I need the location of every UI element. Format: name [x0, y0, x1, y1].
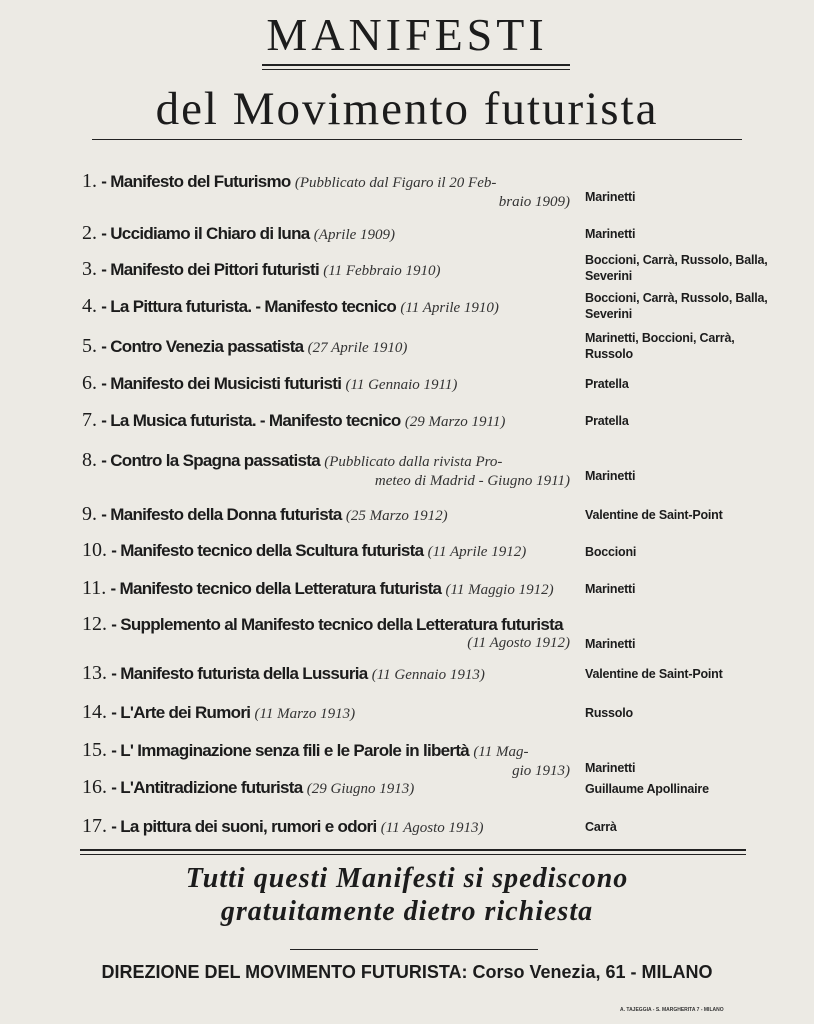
entry-date-note: (11 Gennaio 1911) [345, 377, 458, 393]
footer-address: DIREZIONE DEL MOVIMENTO FUTURISTA: Corso Venezia, 61 - MILANO [101, 962, 713, 982]
entry-date-note: (11 Aprile 1912) [427, 544, 527, 560]
manifesto-entry [82, 815, 570, 837]
entry-author: Boccioni, Carrà, Russolo, Balla, Severini [585, 253, 768, 283]
entry-date-note-continued: braio 1909) [498, 194, 570, 210]
entry-number: 13. [82, 662, 107, 684]
entry-title: - Supplemento al Manifesto tecnico della Letteratura futurista [111, 615, 563, 634]
manifesto-entry [82, 295, 570, 317]
manifesto-entry [82, 258, 570, 280]
entry-date-note: (Pubblicato dalla rivista Pro- [324, 454, 503, 470]
entry-title: - Contro la Spagna passatista [101, 451, 320, 470]
entry-date-note: (Aprile 1909) [313, 227, 396, 243]
entry-number: 15. [82, 739, 107, 761]
entry-date-note: (27 Aprile 1910) [307, 340, 408, 356]
entry-author: Marinetti [585, 227, 636, 241]
entry-title: - L'Arte dei Rumori [111, 703, 251, 722]
entry-author: Valentine de Saint-Point [585, 508, 723, 522]
entry-number: 5. [82, 335, 97, 357]
list-rule-top [80, 849, 746, 851]
entry-number: 9. [82, 503, 97, 525]
entry-date-note: (11 Febbraio 1910) [323, 263, 441, 279]
entry-author: Boccioni [585, 545, 637, 559]
entry-title: - Manifesto futurista della Lussuria [111, 664, 368, 683]
entry-date-note: (11 Marzo 1913) [254, 706, 356, 722]
manifesto-entry [82, 739, 570, 780]
entry-number: 17. [82, 815, 107, 837]
entry-title: - Manifesto dei Pittori futuristi [101, 260, 319, 279]
entry-number: 1. [82, 170, 97, 192]
entry-date-note: (11 Maggio 1912) [445, 582, 554, 598]
entry-author: Marinetti [585, 637, 636, 651]
entry-author: Valentine de Saint-Point [585, 667, 723, 681]
entry-title: - Manifesto dei Musicisti futuristi [101, 374, 342, 393]
entry-title: - Contro Venezia passatista [101, 337, 304, 356]
entry-title: - La Musica futurista. - Manifesto tecnico [101, 411, 401, 430]
manifesto-entry [82, 577, 570, 599]
entry-author: Marinetti [585, 190, 636, 204]
manifesto-entry [82, 539, 570, 561]
manifesto-entry [82, 613, 570, 652]
entry-author: Marinetti [585, 761, 636, 775]
entry-author: Guillaume Apollinaire [585, 782, 709, 796]
manifesto-entry [82, 170, 570, 211]
entry-date-note-continued: meteo di Madrid - Giugno 1911) [374, 473, 570, 489]
manifesto-entry [82, 409, 570, 431]
manifesto-entry [82, 662, 570, 684]
entry-title: - Manifesto tecnico della Scultura futurista [111, 541, 424, 560]
entry-date-note: (29 Marzo 1911) [404, 414, 506, 430]
manifesto-entry [82, 701, 570, 723]
closing-line-1: Tutti questi Manifesti si spediscono [185, 863, 629, 894]
entry-date-note: (11 Aprile 1910) [400, 300, 499, 316]
entry-author: Boccioni, Carrà, Russolo, Balla, Severini [585, 291, 768, 321]
entry-number: 12. [82, 613, 107, 635]
manifesto-entry [82, 776, 570, 798]
manifesto-entry [82, 372, 570, 394]
closing-line-2: gratuitamente dietro richiesta [220, 896, 594, 927]
manifesto-entry [82, 503, 570, 525]
entry-date-note: (11 Gennaio 1913) [371, 667, 485, 683]
entry-author: Carrà [585, 820, 617, 834]
title-rule-bottom [262, 69, 570, 70]
entry-author: Marinetti [585, 469, 636, 483]
entry-title: - Manifesto del Futurismo [101, 172, 291, 191]
entry-number: 6. [82, 372, 97, 394]
entry-author: Pratella [585, 414, 629, 428]
entry-author: Marinetti, Boccioni, Carrà, Russolo [585, 331, 735, 361]
entry-number: 11. [82, 577, 107, 599]
entry-number: 10. [82, 539, 107, 561]
entry-number: 8. [82, 449, 97, 471]
manifesto-entry [82, 335, 570, 357]
closing-rule [290, 949, 538, 950]
entry-date-note-continued: (11 Agosto 1912) [467, 635, 570, 651]
entry-title: - Manifesto della Donna futurista [101, 505, 342, 524]
entry-number: 16. [82, 776, 107, 798]
entry-title: - La Pittura futurista. - Manifesto tecnico [101, 297, 397, 316]
entry-date-note: (25 Marzo 1912) [345, 508, 448, 524]
manifesto-entry [82, 449, 570, 490]
entry-number: 7. [82, 409, 97, 431]
entry-number: 14. [82, 701, 107, 723]
entry-date-note: (11 Agosto 1913) [380, 820, 484, 836]
entry-title: - L' Immaginazione senza fili e le Parole in libertà [111, 741, 470, 760]
entry-title: - L'Antitradizione futurista [111, 778, 303, 797]
entry-number: 3. [82, 258, 97, 280]
poster-title: MANIFESTI [266, 9, 548, 60]
printer-credit: A. TAJEGGIA - S. MARGHERITA 7 - MILANO [620, 1007, 724, 1013]
entry-date-note: (29 Giugno 1913) [306, 781, 415, 797]
entry-author: Russolo [585, 706, 633, 720]
manifesto-entry [82, 222, 570, 244]
entry-author: Marinetti [585, 582, 636, 596]
entry-number: 2. [82, 222, 97, 244]
title-rule-top [262, 64, 570, 66]
entry-author: Pratella [585, 377, 629, 391]
entry-number: 4. [82, 295, 97, 317]
entry-title: - Manifesto tecnico della Letteratura futurista [110, 579, 442, 598]
entry-date-note: (11 Mag- [473, 744, 529, 760]
entry-date-note-continued: gio 1913) [512, 763, 570, 779]
entry-title: - Uccidiamo il Chiaro di luna [101, 224, 310, 243]
poster-subtitle: del Movimento futurista [155, 83, 659, 135]
entry-title: - La pittura dei suoni, rumori e odori [111, 817, 377, 836]
subtitle-rule [92, 139, 742, 140]
list-rule-bottom [80, 854, 746, 855]
entry-date-note: (Pubblicato dal Figaro il 20 Feb- [294, 175, 497, 191]
closing-note [0, 862, 814, 928]
